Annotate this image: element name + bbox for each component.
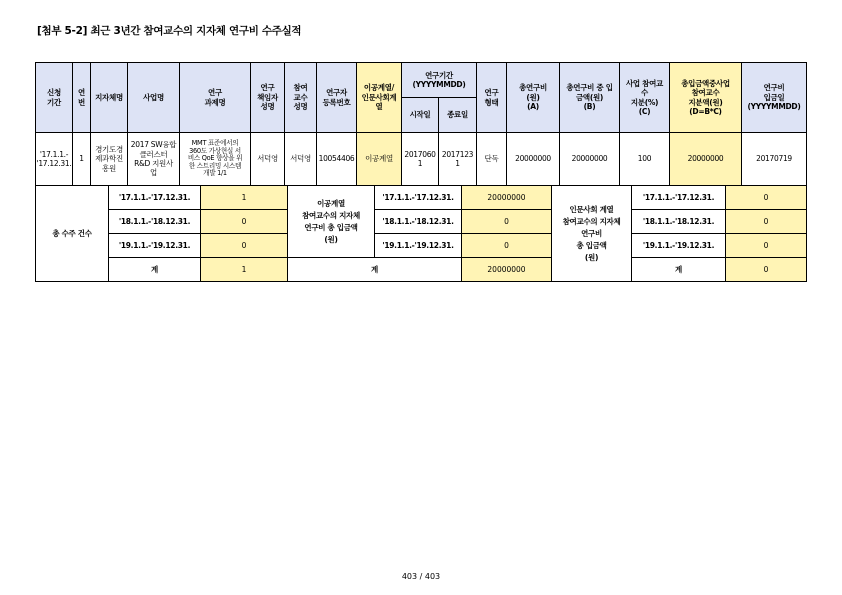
cell-share-d: 20000000	[670, 133, 742, 186]
header-duration: 연구기간 (YYYYMMDD)	[402, 63, 477, 98]
table-row	[36, 133, 807, 186]
summary-period: '18.1.1.-'18.12.31.	[109, 210, 201, 234]
summary-period: '18.1.1.-'18.12.31.	[375, 210, 462, 234]
header-start: 시작일	[402, 98, 439, 133]
header-share-d: 총입금액중사업 참여교수 지분액(원) (D=B*C)	[670, 63, 742, 133]
cell-end: 2017123 1	[439, 133, 477, 186]
cell-local-gov: 경기도경 제과학진 흥원	[91, 133, 128, 186]
summary-period: '17.1.1.-'17.12.31.	[109, 186, 201, 210]
summary-period: '17.1.1.-'17.12.31.	[632, 186, 726, 210]
summary-sci-amount: 0	[462, 210, 552, 234]
header-period: 신청 기간	[36, 63, 73, 133]
header-project: 사업명	[128, 63, 180, 133]
summary-sci-label: 이공계열 참여교수의 지자체 연구비 총 입금액 (원)	[288, 186, 375, 258]
summary-hum-amount: 0	[726, 186, 807, 210]
header-task: 연구 과제명	[180, 63, 251, 133]
header-reg-number: 연구자 등록번호	[317, 63, 357, 133]
page-number: 403 / 403	[401, 572, 441, 581]
summary-count: 0	[201, 210, 288, 234]
summary-total-label: 계	[288, 258, 462, 282]
cell-pi: 서덕영	[251, 133, 285, 186]
cell-professor: 서덕영	[285, 133, 317, 186]
summary-period: '17.1.1.-'17.12.31.	[375, 186, 462, 210]
cell-type: 단독	[477, 133, 507, 186]
cell-project: 2017 SW융합 클러스터 R&D 지원사 업	[128, 133, 180, 186]
header-end: 종료일	[439, 98, 477, 133]
header-share-c: 사업 참여교 수 지분(%) (C)	[620, 63, 670, 133]
cell-task: MMT 표준에서의 360도 가상현실 서 비스 QoE 향상을 위 한 스트리밍 시스템 개발 1/1	[180, 133, 251, 186]
header-field: 이공계열/ 인문사회계 열	[357, 63, 402, 133]
cell-period: '17.1.1.- '17.12.31.	[36, 133, 73, 186]
summary-total-label: 계	[109, 258, 201, 282]
cell-number: 1	[73, 133, 91, 186]
summary-hum-amount: 0	[726, 234, 807, 258]
summary-total-label: 계	[632, 258, 726, 282]
summary-count-total: 1	[201, 258, 288, 282]
cell-total-a: 20000000	[507, 133, 560, 186]
document-title: [첨부 5-2] 최근 3년간 참여교수의 지자체 연구비 수주실적	[37, 25, 302, 37]
summary-sci-total: 20000000	[462, 258, 552, 282]
summary-hum-label: 인문사회 계열 참여교수의 지자체 연구비 총 입금액 (원)	[552, 186, 632, 282]
header-total-b: 총연구비 중 입 금액(원) (B)	[560, 63, 620, 133]
header-type: 연구 형태	[477, 63, 507, 133]
cell-deposit-date: 20170719	[742, 133, 807, 186]
header-deposit-date: 연구비 입금일 (YYYYMMDD)	[742, 63, 807, 133]
header-total-a: 총연구비 (원) (A)	[507, 63, 560, 133]
summary-sci-amount: 0	[462, 234, 552, 258]
cell-reg-number: 10054406	[317, 133, 357, 186]
summary-count-label: 총 수주 건수	[36, 186, 109, 282]
header-number: 연 번	[73, 63, 91, 133]
cell-total-b: 20000000	[560, 133, 620, 186]
header-local-gov: 지자체명	[91, 63, 128, 133]
header-pi: 연구 책임자 성명	[251, 63, 285, 133]
summary-count: 0	[201, 234, 288, 258]
summary-period: '19.1.1.-'19.12.31.	[632, 234, 726, 258]
summary-hum-amount: 0	[726, 210, 807, 234]
summary-sci-amount: 20000000	[462, 186, 552, 210]
header-professor: 참여 교수 성명	[285, 63, 317, 133]
cell-share-c: 100	[620, 133, 670, 186]
summary-table	[35, 185, 807, 282]
research-funding-table	[35, 62, 807, 186]
summary-period: '18.1.1.-'18.12.31.	[632, 210, 726, 234]
cell-start: 2017060 1	[402, 133, 439, 186]
summary-hum-total: 0	[726, 258, 807, 282]
summary-period: '19.1.1.-'19.12.31.	[375, 234, 462, 258]
summary-count: 1	[201, 186, 288, 210]
cell-field: 이공계열	[357, 133, 402, 186]
summary-period: '19.1.1.-'19.12.31.	[109, 234, 201, 258]
